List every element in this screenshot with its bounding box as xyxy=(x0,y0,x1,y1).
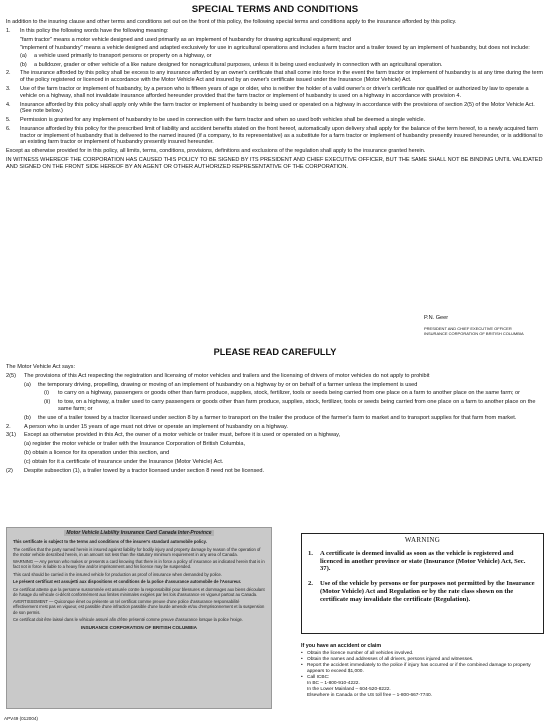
act-3-1-b: (b) obtain a licence for its operation under this section, and xyxy=(24,449,170,456)
section-number: 2(5) xyxy=(6,372,16,379)
page-title: SPECIAL TERMS AND CONDITIONS xyxy=(191,4,359,15)
act-intro: The Motor Vehicle Act says: xyxy=(6,364,76,370)
term-number: 5. xyxy=(6,117,11,124)
term-letter: (b) xyxy=(20,61,27,68)
term-4 xyxy=(6,102,544,115)
section-text: to carry on a highway, passengers or goods other than farm produce, supplies, stock, fertilizer, tools or seeds being carried from one place on a farm to another place on the same farm; or xyxy=(58,390,520,397)
term-number: 3. xyxy=(6,86,11,92)
signature-block xyxy=(424,316,546,336)
warning-item-1 xyxy=(308,550,537,573)
card-footer: INSURANCE CORPORATION OF BRITISH COLUMBIA xyxy=(80,625,198,631)
section-roman: (i) xyxy=(44,390,49,397)
section-number: 3(1) xyxy=(6,432,16,439)
witness-text: IN WITNESS WHEREOF THE CORPORATION HAS CAUSED THIS POLICY TO BE SIGNED BY ITS PRESIDENT AND CHIEF EXECUTIVE OFFICER, BUT THE SAME SHALL NOT BE BINDING UNTIL VALIDATED AND SIGNED ON THE FRONT SIDE HEREOF BY AN AGENT OR OTHER AUTHORIZED REPRESENTATIVE OF THE CORPORATION. xyxy=(6,157,543,170)
section-text: the use of a trailer towed by a tractor licensed under section 8 by a farmer to transport on the trailer the produce of the farmer's farm to market and to transport supplies for that farm from market. xyxy=(38,414,517,421)
act-2-5 xyxy=(6,373,544,380)
term-number: 6. xyxy=(6,126,11,133)
section-title-read-carefully: PLEASE READ CAREFULLY xyxy=(213,347,337,357)
warning-text: Use of the vehicle by persons or for purposes not permitted by the Insurance (Motor Vehicle) Act and Regulation or by the rate class shown on the certificate may invalidate the certificate (Regulation). xyxy=(320,580,535,603)
term-text: Insurance afforded by this policy shall apply only while the farm tractor or implement of husbandry is being used or operated on a highway in accordance with the provisions of section 2(5) of the Motor Vehicle Act. (See note below.) xyxy=(20,101,535,115)
term-number: 2. xyxy=(6,70,11,77)
card-paragraph: Ce certificat atteste que la personne susnommée est assurée contre la responsabilité pour blessures et dommages aux biens découlant de l'usage du véhicule ci-décrit conformément aux limites minimales exigées par les lois d'assurance en vigueur partout au Canada. xyxy=(13,586,265,597)
definition-implement: "implement of husbandry" means a vehicle designed and adapted exclusively for use in agricultural operations and includes a farm tractor and a trailer towed by an implement of husbandry, but does not include: xyxy=(20,44,530,51)
act-2-5-a-ii xyxy=(6,399,544,413)
section-letter: (b) xyxy=(24,414,31,421)
term-text: In this policy the following words have the following meaning: xyxy=(20,27,169,34)
definition-farm-tractor: "farm tractor" means a motor vehicle designed and used primarily as an implement of husbandry for drawing agricultural equipment; and xyxy=(20,36,352,43)
claim-heading: If you have an accident or claim xyxy=(301,643,382,649)
act-2-5-a xyxy=(6,382,544,389)
term-subtext: a vehicle used primarily to transport persons or property on a highway, or xyxy=(34,53,212,59)
term-text: Permission is granted for any implement of husbandry to be used in connection with the farm tractor and when so used both vehicles shall be deemed a single vehicle. xyxy=(20,117,426,124)
term-text: Insurance afforded by this policy for the prescribed limit of liability and accident benefits stated on the front hereof, automatically upon delivery shall apply for the balance of the term hereof, to a newly acquired farm tractor or implement of husbandry that is delivered to the named insured (if a company, to its representative) as a substitute for a farm tractor or implement of husbandry presently insured hereunder, or is additional to an existing farm tractor or implement of husbandry presently insured hereunder. xyxy=(20,126,543,146)
bullet-icon: • xyxy=(301,662,303,668)
claim-step-text: Call ICBC: xyxy=(307,674,330,680)
act-3-2 xyxy=(6,468,544,475)
term-number: 4. xyxy=(6,101,11,108)
except-text: Except as otherwise provided for in this policy, all limits, terms, conditions, provisions, definitions and exclusions of the regulation shall apply to the insurance granted herein. xyxy=(6,148,426,155)
section-text: The provisions of this Act respecting the registration and licensing of motor vehicles and trailers and the licensing of drivers of motor vehicles do not apply to prohibit xyxy=(24,372,430,379)
signatory-title: PRESIDENT AND CHIEF EXECUTIVE OFFICER xyxy=(424,326,512,331)
term-text: Use of the farm tractor or implement of husbandry, by a person who is fifteen years of age or older, who is neither the holder of a valid owner's or driver's certificate nor qualified or authorized by law to operate a vehicle on a highway, shall not invalidate insurance afforded hereunder provided that the farm tractor or implement of husbandry is used on a highway in accordance with provision 4. xyxy=(20,86,529,99)
card-paragraph: AVERTISSEMENT — Quiconque émet ou présente un tel certificat comme preuve d'une police d'assurance responsabilité effectivement n'est pas en vigueur, est passible d'une infraction passible d'une lourde amende et/ou d'emprisonnement et la suspension de son permis. xyxy=(13,599,265,615)
warning-number: 2. xyxy=(308,580,313,588)
term-letter: (a) xyxy=(20,53,27,59)
claim-step-text: Report the accident immediately to the police if injury has occurred or if the combined damage to property appears to exceed $1,000. xyxy=(307,662,531,674)
card-title: Motor Vehicle Liability Insurance Card Canada Inter-Province xyxy=(66,530,212,536)
act-2-5-a-i xyxy=(6,390,544,397)
claim-instructions xyxy=(301,643,544,699)
phone-lower-mainland: In the Lower Mainland – 604-520-8222. xyxy=(307,686,391,692)
phone-elsewhere: Elsewhere in Canada or the US toll free – 1-800-667-7740. xyxy=(307,692,433,698)
section-number: (2) xyxy=(6,467,13,474)
card-paragraph: This certificate is subject to the terms and conditions of the insurer's standard automobile policy. xyxy=(13,539,207,545)
section-text: Except as otherwise provided in this Act, the owner of a motor vehicle or trailer must, before it is used or operated on a highway, xyxy=(24,432,341,439)
card-paragraph: Le présent certificat est assujetti aux dispositions et conditions de la police d'assurance automobile de l'Assureur. xyxy=(13,579,242,585)
term-3 xyxy=(6,86,544,99)
act-2 xyxy=(6,424,544,431)
bullet-icon: • xyxy=(301,650,303,656)
warning-title: WARNING xyxy=(404,536,441,544)
term-5 xyxy=(6,117,544,124)
act-3-1-a: (a) register the motor vehicle or trailer with the Insurance Corporation of British Columbia, xyxy=(24,441,246,448)
motor-vehicle-act-section xyxy=(6,364,544,476)
act-3-1-c: (c) obtain for it a certificate of insurance under the Insurance (Motor Vehicle) Act. xyxy=(24,458,224,465)
claim-step xyxy=(301,675,544,681)
bullet-icon: • xyxy=(301,674,303,680)
warning-item-2 xyxy=(308,580,537,603)
special-terms-section xyxy=(6,19,544,172)
term-number: 1. xyxy=(6,27,11,34)
warning-text: A certificate is deemed invalid as soon as the vehicle is registered and licenced in another province or state (Insurance (Motor Vehicle) Act, Sec. 37). xyxy=(320,549,526,573)
form-code: APV49 (012004) xyxy=(4,716,38,721)
claim-step xyxy=(301,663,544,675)
warning-box xyxy=(301,533,544,634)
claim-step-text: Obtain the names and addresses of all drivers, persons injured and witnesses. xyxy=(307,656,474,662)
section-text: the temporary driving, propelling, drawing or moving of an implement of husbandry on a highway by or on behalf of a farmer unless the implement is used xyxy=(38,381,418,388)
card-paragraph: Ce certificat doit être laissé dans le véhicule assuré afin d'être présenté comme preuve d'assurance lorsque la police l'exige. xyxy=(13,616,244,622)
term-subtext: a bulldozer, grader or other vehicle of a like nature designed for nonagricultural purposes, unless it is being used exclusively in connection with an agricultural operation. xyxy=(34,61,443,68)
term-1b xyxy=(6,62,544,69)
signatory-name: P.N. Geer xyxy=(424,315,449,321)
term-1 xyxy=(6,28,544,35)
term-2 xyxy=(6,70,544,83)
term-6 xyxy=(6,126,544,146)
act-3-1 xyxy=(6,432,544,439)
signatory-organization: INSURANCE CORPORATION OF BRITISH COLUMBIA xyxy=(424,331,524,336)
section-text: A person who is under 15 years of age must not drive or operate an implement of husbandry on a highway. xyxy=(24,423,288,430)
card-paragraph: This card should be carried in the insured vehicle for production as proof of insurance when demanded by police. xyxy=(13,571,223,577)
section-roman: (ii) xyxy=(44,399,51,406)
phone-bc: In BC – 1-800-910-4222. xyxy=(307,680,360,686)
bullet-icon: • xyxy=(301,656,303,662)
section-text: Despite subsection (1), a trailer towed by a tractor licensed under section 8 need not be licensed. xyxy=(24,467,265,474)
claim-step-text: Obtain the licence number of all vehicles involved. xyxy=(307,650,414,656)
section-number: 2. xyxy=(6,423,11,430)
card-paragraph: The certifies that the party named herein is insured against liability for bodily injury and property damage by reason of the operation of the motor vehicle described herein, in an amount not less than the statutory minimum requirement in any area of Canada. xyxy=(13,546,261,557)
card-paragraph: WARNING — Any person who makes or presents a card knowing that there is in force a policy of insurance as indicated herein that is in fact not in force is liable to a heavy fine and/or imprisonment and his licence may be suspended. xyxy=(13,559,265,570)
warning-number: 1. xyxy=(308,549,313,557)
section-letter: (a) xyxy=(24,381,31,388)
insurance-card xyxy=(6,527,272,709)
term-1a xyxy=(6,53,544,60)
term-text: The insurance afforded by this policy shall be excess to any insurance afforded by an owner's certificate that shall come into force in the event the farm tractor or implement of husbandry is at any time during the term of the policy registered or licenced in accordance with the Motor Vehicle Act and insured by an owner's certificate issued under the Insurance (Motor Vehicle) Act. xyxy=(20,70,544,84)
section-text: to tow, on a highway, a trailer used to carry passengers or goods other than farm produce, supplies, stock, fertilizer, tools or seeds being carried from one place on a farm to another place on the same farm; or xyxy=(58,399,536,412)
act-2-5-b xyxy=(6,415,544,422)
intro-text: In addition to the insuring clause and other terms and conditions set out on the front of this policy, the following special terms and conditions apply to the insurance afforded by this policy. xyxy=(6,19,457,25)
